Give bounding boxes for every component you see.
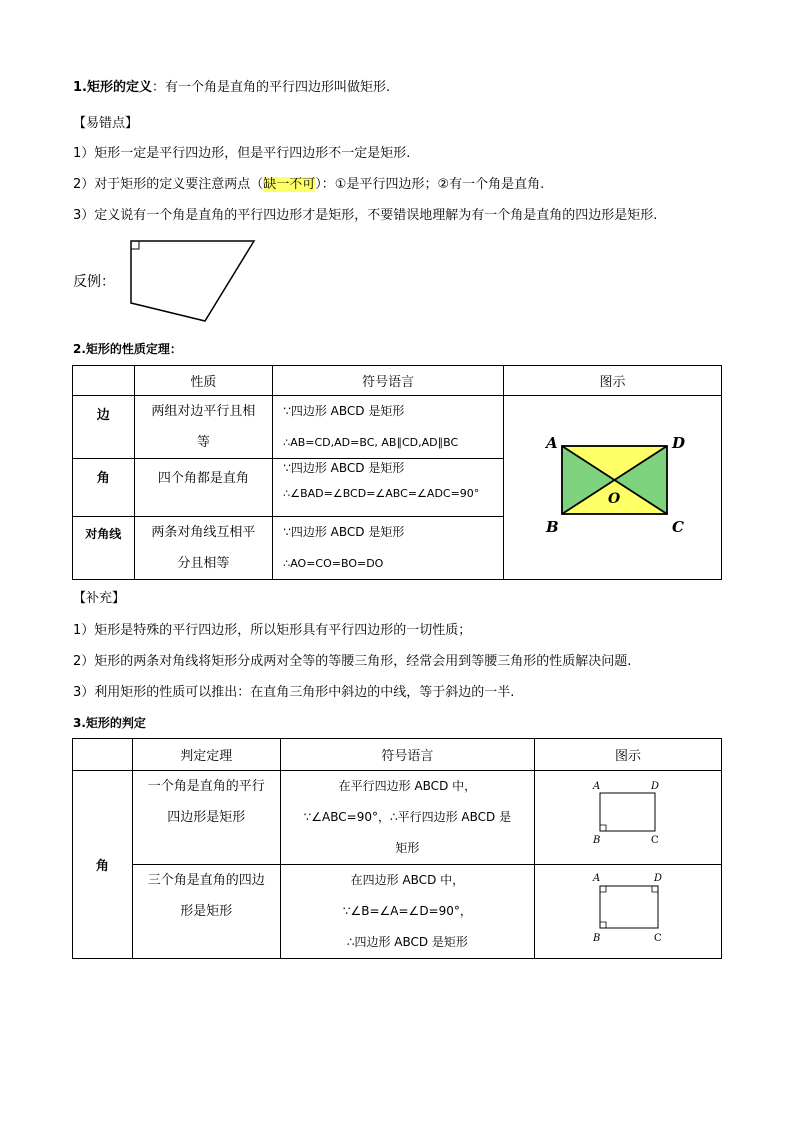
corner-header xyxy=(73,366,135,396)
label-d: D xyxy=(671,433,685,452)
header-criteria-symbol: 符号语言 xyxy=(280,739,534,771)
fig2-label-d: D xyxy=(653,872,662,884)
fig1-label-c: C xyxy=(650,834,659,846)
label-o: O xyxy=(607,490,621,507)
figure-one-cell xyxy=(534,771,721,865)
side-property xyxy=(134,396,273,459)
right-angle-b2-mark xyxy=(600,922,606,928)
label-c: C xyxy=(671,517,684,536)
diagonal-symbol-line1: ∵四边形 ABCD 是矩形 xyxy=(283,525,405,539)
section1-definition: ：有一个角是直角的平行四边形叫做矩形. xyxy=(152,80,391,95)
figure-two-cell xyxy=(534,865,721,959)
diagonal-property-line2: 分且相等 xyxy=(177,556,230,571)
diagonal-property xyxy=(134,517,273,580)
theorem-three-angles xyxy=(132,865,280,959)
row-label-angle: 角 xyxy=(73,459,135,517)
criteria-table xyxy=(72,738,722,959)
supplement-point-3: 3）利用矩形的性质可以推出：在直角三角形中斜边的中线，等于斜边的一半. xyxy=(73,685,515,700)
rectangle-figure-two xyxy=(535,866,721,958)
right-angle-d-mark xyxy=(652,886,658,892)
fig2-label-c: C xyxy=(653,932,662,944)
theorem-one-line2: 四边形是矩形 xyxy=(167,810,246,825)
diagonal-symbol xyxy=(273,517,504,580)
fig1-label-d: D xyxy=(650,780,659,792)
right-angle-b-mark xyxy=(600,825,606,831)
side-property-line1: 两组对边平行且相 xyxy=(151,404,256,419)
fig2-label-a: A xyxy=(592,872,601,884)
fig2-label-b: B xyxy=(592,932,601,944)
rectangle-two xyxy=(600,886,658,928)
properties-table xyxy=(72,365,722,580)
section1-title xyxy=(73,80,390,96)
label-b: B xyxy=(545,517,559,536)
fig1-label-a: A xyxy=(592,780,601,792)
symbol-three-line1: 在四边形 ABCD 中， xyxy=(350,873,465,887)
theorem-three-line1: 三个角是直角的四边 xyxy=(147,873,265,888)
section2-title: 2.矩形的性质定理： xyxy=(73,342,182,356)
header-property: 性质 xyxy=(134,366,273,396)
error-point-2 xyxy=(73,177,544,193)
symbol-three-line3: ∴四边形 ABCD 是矩形 xyxy=(346,935,468,949)
diagonal-property-line1: 两条对角线互相平 xyxy=(151,525,256,540)
side-symbol-line1: ∵四边形 ABCD 是矩形 xyxy=(283,404,405,418)
rectangle-figure-one xyxy=(535,772,721,864)
error-point-2-pre: 2）对于矩形的定义要注意两点（ xyxy=(73,177,264,192)
symbol-one-line1: 在平行四边形 ABCD 中， xyxy=(338,779,477,793)
theorem-one-angle xyxy=(132,771,280,865)
highlight-text: 缺一不可 xyxy=(263,177,316,192)
header-symbol: 符号语言 xyxy=(273,366,504,396)
header-criteria-figure: 图示 xyxy=(534,739,721,771)
theorem-one-line1: 一个角是直角的平行 xyxy=(147,779,265,794)
angle-property: 四个角都是直角 xyxy=(134,459,273,517)
criteria-group-angle: 角 xyxy=(73,771,133,959)
criteria-corner-header xyxy=(73,739,133,771)
error-point-2-post: ）：①是平行四边形；②有一个角是直角. xyxy=(315,177,545,192)
side-symbol-line2: ∴AB=CD,AD=BC, AB∥CD,AD∥BC xyxy=(283,436,459,449)
symbol-one-angle xyxy=(280,771,534,865)
symbol-one-line3: 矩形 xyxy=(395,841,420,855)
error-point-1: 1）矩形一定是平行四边形，但是平行四边形不一定是矩形. xyxy=(73,146,411,161)
row-label-side: 边 xyxy=(73,396,135,459)
symbol-three-angles xyxy=(280,865,534,959)
supplement-tag: 【补充】 xyxy=(73,591,126,606)
symbol-three-line2: ∵∠B=∠A=∠D=90°， xyxy=(342,904,472,918)
supplement-point-2: 2）矩形的两条对角线将矩形分成两对全等的等腰三角形，经常会用到等腰三角形的性质解决问题. xyxy=(73,654,632,669)
symbol-one-line2: ∵∠ABC=90°，∴平行四边形 ABCD 是 xyxy=(303,810,512,824)
header-figure: 图示 xyxy=(503,366,721,396)
angle-symbol-line2: ∴∠BAD=∠BCD=∠ABC=∠ADC=90° xyxy=(283,487,480,500)
error-point-3: 3）定义说有一个角是直角的平行四边形才是矩形，不要错误地理解为有一个角是直角的四边形是矩形. xyxy=(73,208,658,223)
theorem-three-line2: 形是矩形 xyxy=(180,904,233,919)
fig1-label-b: B xyxy=(592,834,601,846)
properties-figure-cell xyxy=(503,396,721,580)
section1-number: 1. xyxy=(73,80,87,95)
label-a: A xyxy=(545,433,558,452)
error-points-tag: 【易错点】 xyxy=(73,116,139,131)
right-angle-a-mark xyxy=(600,886,606,892)
row-label-diagonal: 对角线 xyxy=(73,517,135,580)
section1-heading: 矩形的定义 xyxy=(86,80,152,95)
counterexample-label: 反例： xyxy=(73,274,115,290)
diagonal-symbol-line2: ∴AO=CO=BO=DO xyxy=(283,557,384,570)
header-theorem: 判定定理 xyxy=(132,739,280,771)
counterexample-quadrilateral xyxy=(131,241,254,321)
supplement-point-1: 1）矩形是特殊的平行四边形，所以矩形具有平行四边形的一切性质； xyxy=(73,623,472,638)
side-symbol xyxy=(273,396,504,459)
angle-symbol-line1: ∵四边形 ABCD 是矩形 xyxy=(283,461,405,475)
side-property-line2: 等 xyxy=(196,435,210,450)
angle-symbol xyxy=(273,459,504,517)
right-angle-mark xyxy=(131,241,139,249)
rectangle-diagonals-figure xyxy=(504,428,721,548)
rectangle-one xyxy=(600,793,655,831)
section3-title: 3.矩形的判定 xyxy=(73,716,146,730)
counterexample-figure xyxy=(120,232,265,327)
